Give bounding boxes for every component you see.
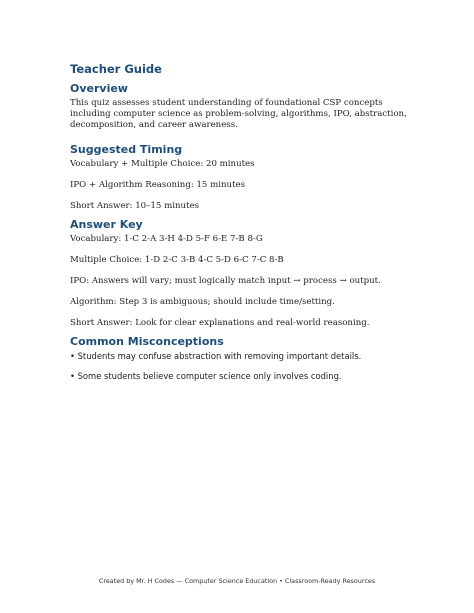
- overview-line: including computer science as problem-solving, algorithms, IPO, abstraction,: [70, 109, 407, 119]
- misconceptions-heading: Common Misconceptions: [70, 335, 224, 348]
- page-title: Teacher Guide: [70, 62, 162, 76]
- overview-heading: Overview: [70, 82, 128, 95]
- timing-heading: Suggested Timing: [70, 143, 183, 156]
- answer-key-heading: Answer Key: [70, 218, 143, 231]
- teacher-guide-content: [70, 62, 410, 391]
- overview-line: decomposition, and career awareness.: [70, 120, 238, 130]
- misconception-item: • Some students believe computer science only involves coding.: [70, 371, 342, 381]
- timing-item: Vocabulary + Multiple Choice: 20 minutes: [70, 159, 255, 169]
- misconception-item: • Students may confuse abstraction with removing important details.: [70, 351, 362, 361]
- answer-key-item: Short Answer: Look for clear explanations and real-world reasoning.: [70, 318, 370, 328]
- timing-item: Short Answer: 10–15 minutes: [70, 201, 200, 211]
- page-footer: Created by Mr. H Codes — Computer Science Education • Classroom-Ready Resources: [98, 577, 376, 585]
- answer-key-item: Algorithm: Step 3 is ambiguous; should include time/setting.: [70, 297, 335, 307]
- answer-key-item: Vocabulary: 1-C 2-A 3-H 4-D 5-F 6-E 7-B 8-G: [70, 234, 263, 244]
- overview-line: This quiz assesses student understanding of foundational CSP concepts: [70, 98, 383, 108]
- timing-item: IPO + Algorithm Reasoning: 15 minutes: [70, 180, 246, 190]
- answer-key-item: IPO: Answers will vary; must logically match input → process → output.: [70, 276, 381, 286]
- answer-key-item: Multiple Choice: 1-D 2-C 3-B 4-C 5-D 6-C 7-C 8-B: [70, 255, 284, 265]
